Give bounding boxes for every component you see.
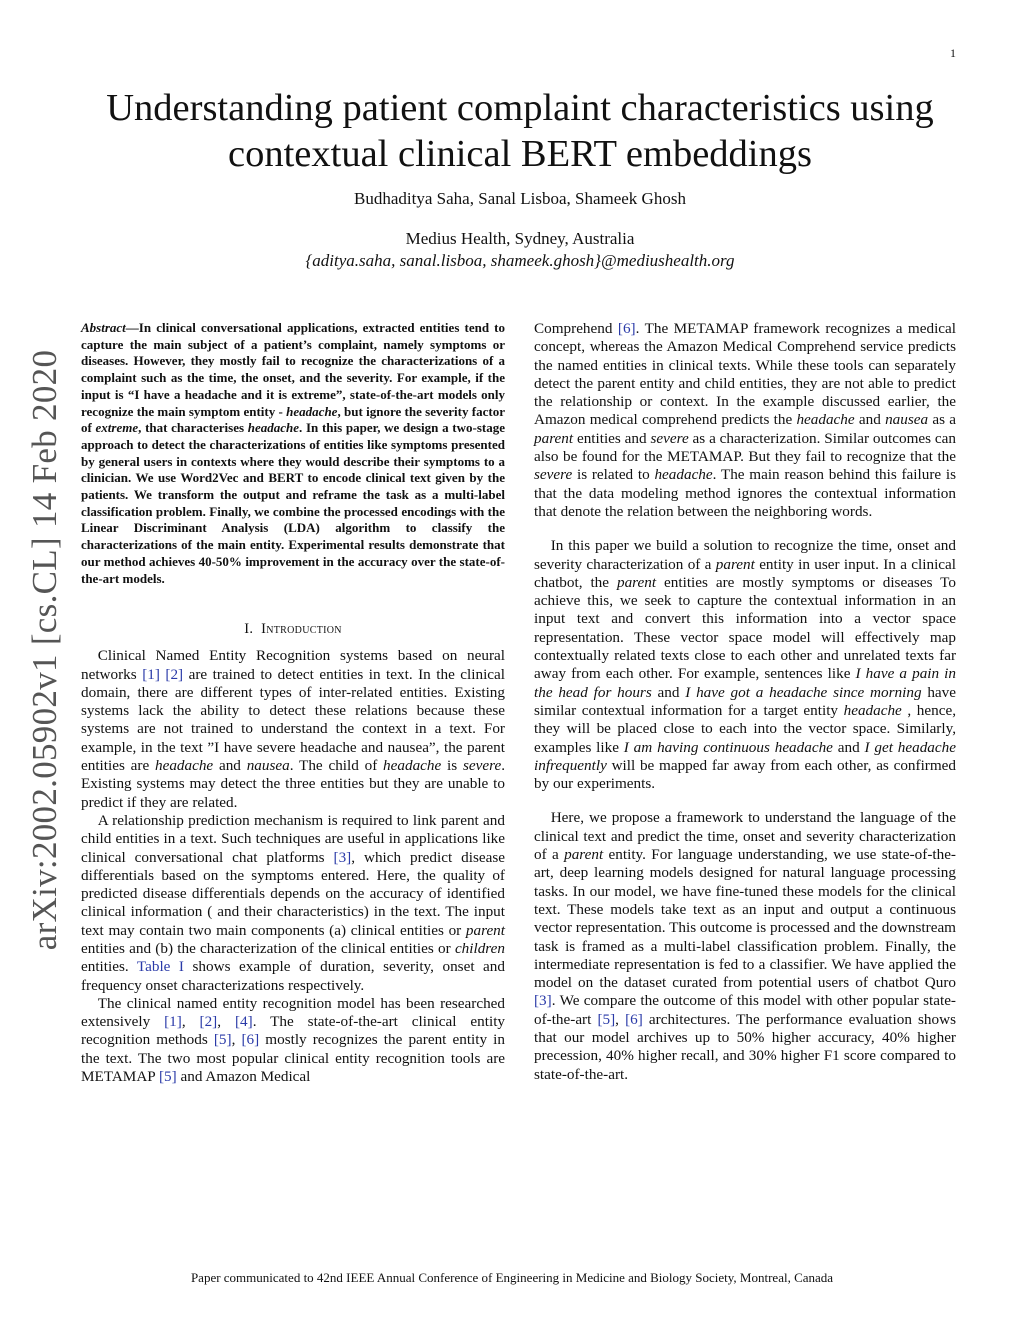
footer-note: Paper communicated to 42nd IEEE Annual Conference of Engineering in Medicine and Biology Society, Montreal, Canada (190, 1270, 834, 1285)
abstract-label: Abstract (81, 320, 126, 335)
citation-link[interactable]: [5] (158, 1068, 177, 1086)
table-reference-link[interactable]: Table I (136, 958, 184, 976)
citation-link[interactable]: [3] (534, 992, 552, 1010)
intro-paragraph-1: Clinical Named Entity Recognition systems based on neural networks [1] [2] are trained to detect entities in text. In the clinical domain, there are different types of inter-related entities. Existing systems lack the ability to detect these relations because these systems are not trained to understand the context in a text. For example, in the text ”I have severe headache and nausea”, the parent entities are headache and nausea. The child of headache is severe. Existing systems may detect the three entities but they are unable to predict if they are related. (81, 647, 505, 811)
abstract: Abstract—In clinical conversational applications, extracted entities tend to capture the main subject of a patient’s complaint, namely symptoms or diseases. However, they mostly fail to recognize the characterizations of a complaint such as the time, the onset, and the severity. For example, if the input is “I have a headache and it is extreme”, state-of-the-art models only recognize the main symptom entity - headache, but ignore the severity factor of extreme, that characterises headache. In this paper, we design a two-stage approach to detect the characterizations of entities like symptoms presented by general users in contexts where they would describe their symptoms to a clinician. We use Word2Vec and BERT to encode clinical text given by the patients. We transform the output and reframe the task as a multi-label classification problem. Finally, we combine the processed encodings with the Linear Discriminant Analysis (LDA) algorithm to classify the characterizations of the main entity. Experimental results demonstrate that our method achieves 40-50% improvement in the accuracy over the state-of-the-art models. (81, 320, 505, 586)
right-column (534, 320, 956, 1084)
author-emails: {aditya.saha, sanal.lisboa, shameek.ghosh}@mediushealth.org (305, 251, 735, 270)
affiliation: Medius Health, Sydney, Australia (405, 229, 635, 248)
intro-paragraph-4: In this paper we build a solution to recognize the time, onset and severity characterization of a parent entity in user input. In a clinical chatbot, the parent entities are mostly symptoms or diseases To achieve this, we seek to capture the contextual information in an input text and convert this information into a vector space representation. These vector space model will effectively map contextually related texts close to each other and unrelated texts far away from each other. For example, sentences like I have a pain in the head for hours and I have got a headache since morning have similar contextual information for a target entity headache , hence, they will be placed close to each into the vector space. Similarly, examples like I am having continuous headache and I get headache infrequently will be mapped far away from each other, as confirmed by our experiments. (534, 537, 956, 793)
section-heading-introduction: I. Introduction (244, 621, 342, 638)
left-column (81, 320, 505, 1086)
citation-link[interactable]: [5] (597, 1010, 616, 1028)
citation-link[interactable]: [5] (213, 1031, 232, 1049)
citation-link[interactable]: [6] (625, 1010, 643, 1028)
author-list: Budhaditya Saha, Sanal Lisboa, Shameek Ghosh (354, 189, 686, 208)
citation-link[interactable]: [4] (234, 1013, 253, 1031)
citation-link[interactable]: [1] (164, 1013, 182, 1031)
citation-link[interactable]: [1] (142, 665, 160, 683)
intro-paragraph-2: A relationship prediction mechanism is required to link parent and child entities in a text. Such techniques are useful in applications like clinical conversational chat platforms [3], which predict disease differentials based on the symptoms entered. Here, the quality of predicted disease differentials depends on the accuracy of identified clinical information ( and their characteristics) in the text. The input text may contain two main components (a) clinical entities or parent entities and (b) the characterization of the clinical entities or children entities. Table I shows example of duration, severity, onset and frequency onset characterizations respectively. (81, 811, 505, 994)
arxiv-identifier[interactable]: arXiv:2002.05902v1 [cs.CL] 14 Feb 2020 (25, 349, 64, 951)
citation-link[interactable]: [3] (333, 848, 352, 866)
intro-paragraph-3-continued: Comprehend [6]. The METAMAP framework recognizes a medical concept, whereas the Amazon Medical Comprehend service predicts the named entities in clinical texts. While these tools can separately detect the parent entity and child entities, they are not able to predict the relationship or context. In the example discussed earlier, the Amazon medical comprehend predicts the headache and nausea as a parent entities and severe as a characterization. Similar outcomes can also be found for the METAMAP. But they fail to recognize that the severe is related to headache. The main reason behind this failure is that the data modeling method ignores the contextual information that denote the relation between the neighboring words. (534, 320, 956, 520)
paper-title: Understanding patient complaint characteristics using contextual clinical BERT embeddings (106, 87, 934, 175)
intro-paragraph-5: Here, we propose a framework to understand the language of the clinical text and predict the time, onset and severity characterization of a parent entity. For language understanding, we use state-of-the-art, deep learning models designed for natural language processing tasks. In our model, we have fine-tuned these models for the clinical text. These models take text as an input and output a continuous vector representation. This outcome is processed and the downstream task is framed as a multi-label classification problem. Finally, the intermediate representation is fed to a classifier. We have applied the model on the dataset curated from potential users of chatbot Quro [3]. We compare the outcome of this model with other popular state-of-the-art [5], [6] architectures. The performance evaluation shows that our model archives up to 50% higher accuracy, 40% higher precession, 40% higher recall, and 30% higher F1 score compared to state-of-the-art. (534, 809, 956, 1083)
page-number: 1 (950, 46, 956, 60)
citation-link[interactable]: [6] (241, 1031, 260, 1049)
citation-link[interactable]: [6] (617, 320, 636, 337)
citation-link[interactable]: [2] (199, 1013, 218, 1031)
intro-paragraph-3: The clinical named entity recognition model has been researched extensively [1], [2], [4]. The state-of-the-art clinical entity recognition methods [5], [6] mostly recognizes the parent entity in the text. The two most popular clinical entity recognition tools are METAMAP [5] and Amazon Medical (81, 994, 506, 1086)
citation-link[interactable]: [2] (165, 665, 184, 683)
